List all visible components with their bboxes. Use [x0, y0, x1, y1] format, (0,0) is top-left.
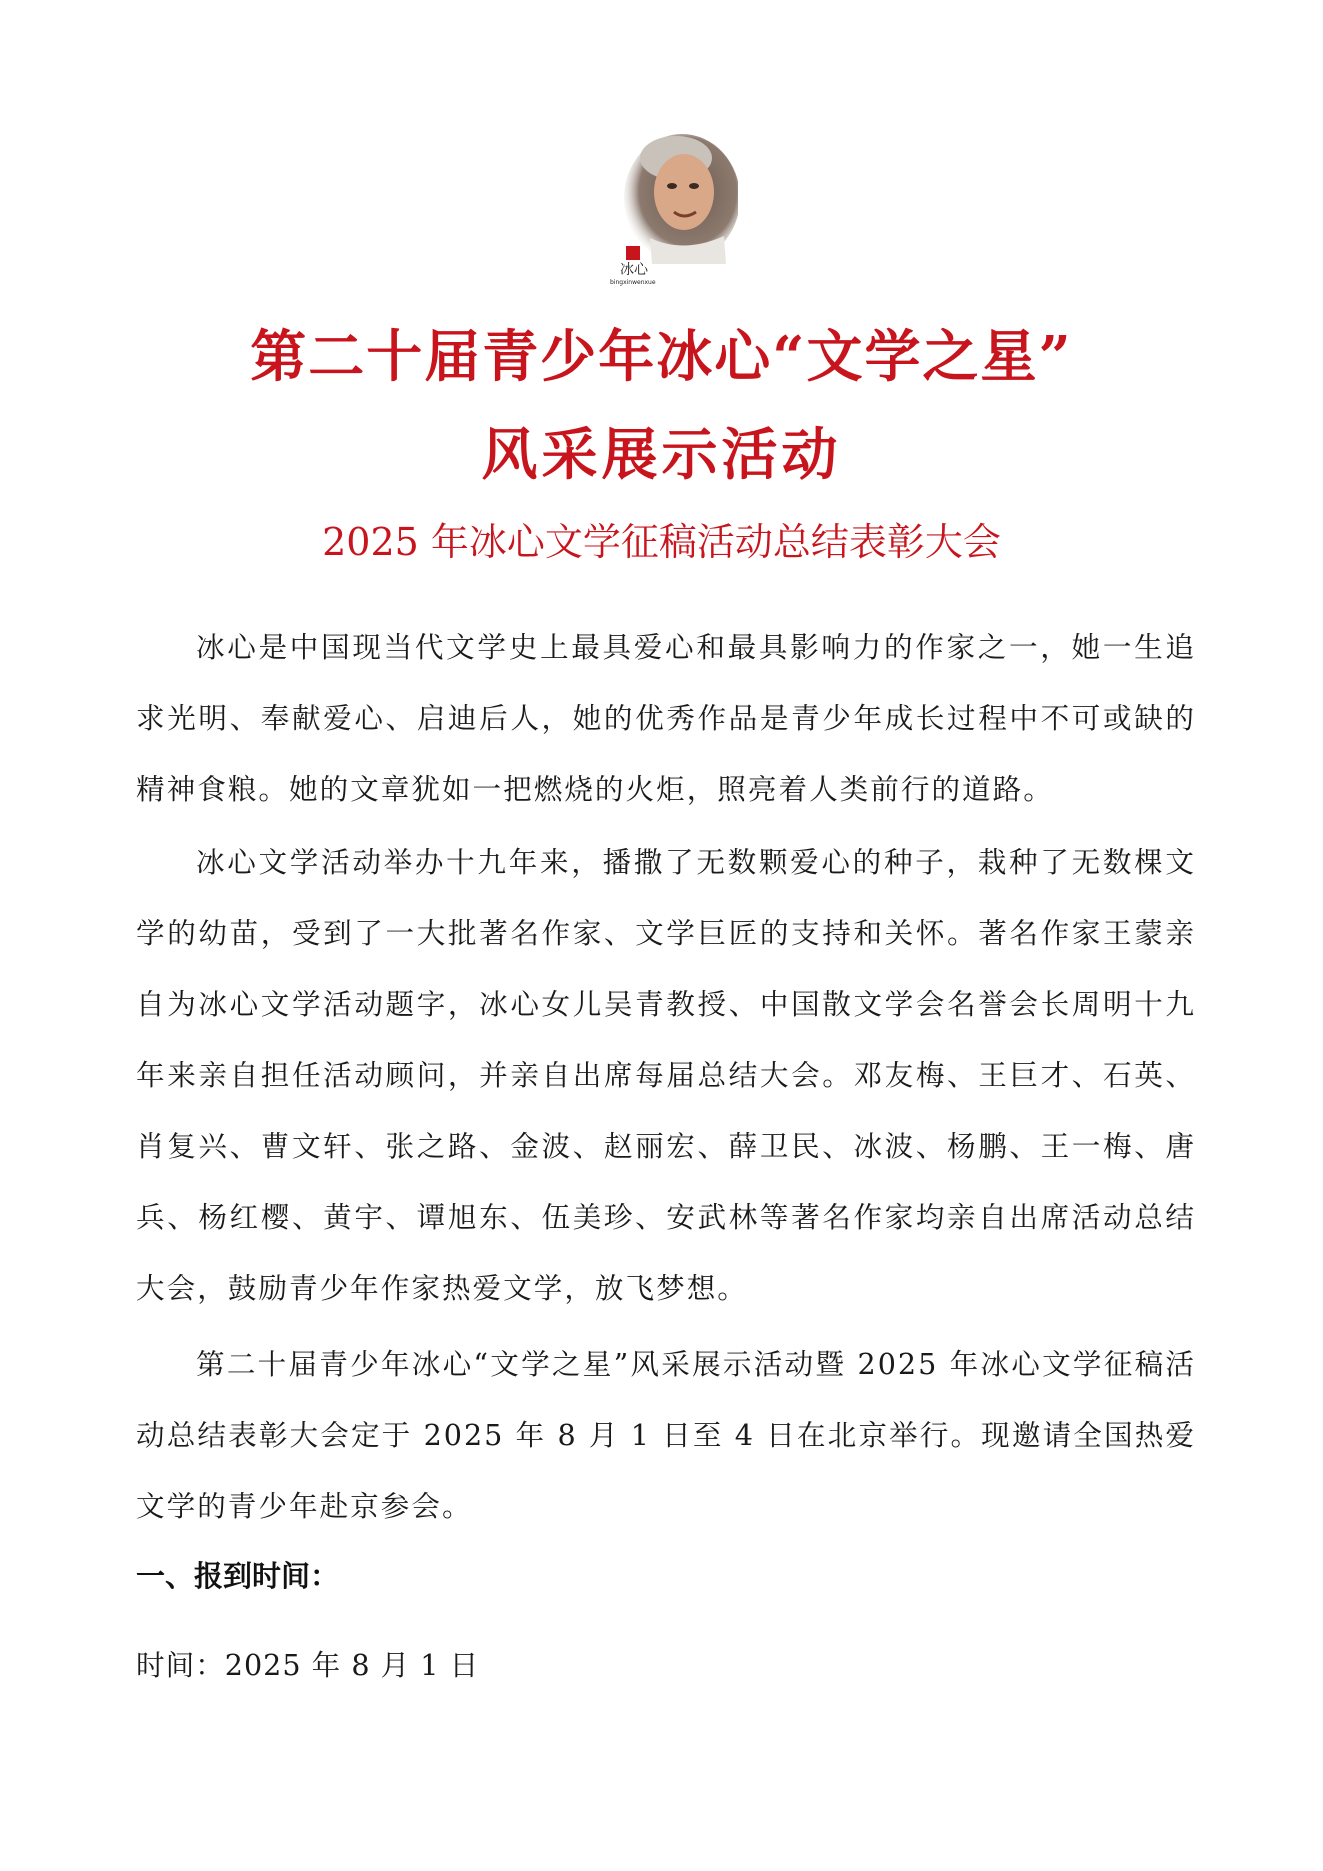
portrait-photo-icon — [606, 128, 738, 286]
section-heading-registration-time: 一、报到时间： — [136, 1559, 340, 1593]
paragraph-invitation: 第二十届青少年冰心“文学之星”风采展示活动暨 2025 年冰心文学征稿活动总结表彰大会定于 2025 年 8 月 1 日至 4 日在北京举行。现邀请全国热爱文学的青少年赴京参会。 — [136, 1347, 1196, 1523]
subtitle: 2025 年冰心文学征稿活动总结表彰大会 — [322, 520, 1001, 564]
svg-text:bingxinwenxue: bingxinwenxue — [610, 279, 656, 286]
paragraph-intro: 冰心是中国现当代文学史上最具爱心和最具影响力的作家之一，她一生追求光明、奉献爱心、启迪后人，她的优秀作品是青少年成长过程中不可或缺的精神食粮。她的文章犹如一把燃烧的火炬，照亮着人类前行的道路。 — [136, 630, 1196, 806]
portrait-logo — [606, 128, 738, 286]
main-title-line1: 第二十届青少年冰心“文学之星” — [250, 324, 1073, 390]
paragraph-history: 冰心文学活动举办十九年来，播撒了无数颗爱心的种子，栽种了无数棵文学的幼苗，受到了一大批著名作家、文学巨匠的支持和关怀。著名作家王蒙亲自为冰心文学活动题字，冰心女儿吴青教授、中国散文学会名誉会长周明十九年来亲自担任活动顾问，并亲自出席每届总结大会。邓友梅、王巨才、石英、肖复兴、曹文轩、张之路、金波、赵丽宏、薛卫民、冰波、杨鹏、王一梅、唐兵、杨红樱、黄宇、谭旭东、伍美珍、安武林等著名作家均亲自出席活动总结大会，鼓励青少年作家热爱文学，放飞梦想。 — [136, 845, 1196, 1305]
registration-time: 时间：2025 年 8 月 1 日 — [136, 1648, 480, 1682]
main-title-line2: 风采展示活动 — [481, 422, 842, 488]
svg-text:冰心: 冰心 — [620, 262, 648, 278]
